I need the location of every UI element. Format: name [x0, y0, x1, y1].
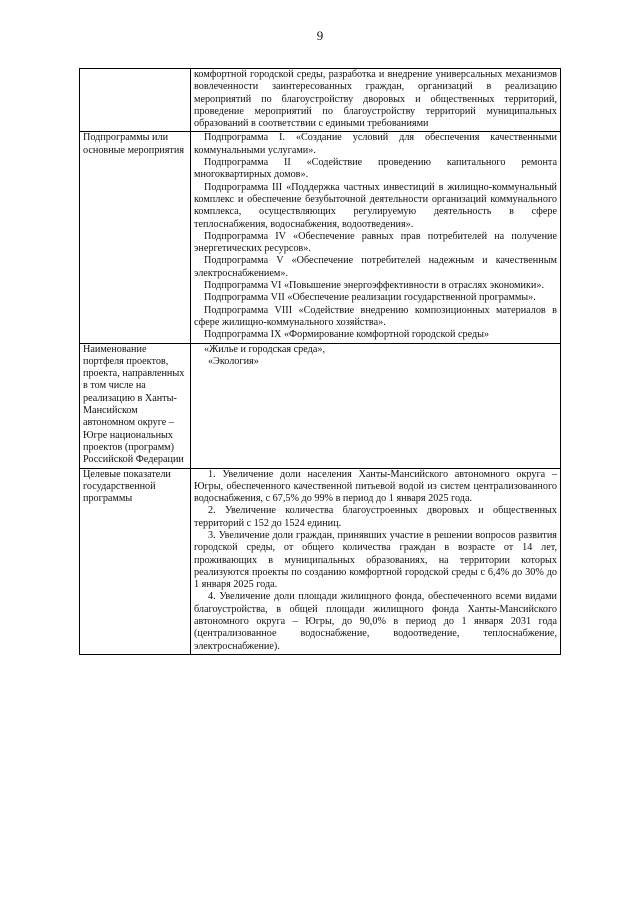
- paragraph: 1. Увеличение доли населения Ханты-Мансийского автономного округа – Югры, обеспеченного качественной питьевой водой из систем централизованного водоснабжения, с 67,5% до 99% в период до 1 января 2025 года.: [194, 468, 557, 505]
- paragraph: 3. Увеличение доли граждан, принявших участие в решении вопросов развития городской среды, от общего количества граждан в возрасте от 14 лет, проживающих в муниципальных образованиях, на территории которых реализуются проекты по созданию комфортной городской среды с 6,4% до 30% до 1 января 2025 года.: [194, 529, 557, 591]
- page-number: 9: [316, 28, 324, 43]
- paragraph: Подпрограмма I. «Создание условий для обеспечения качественными коммунальными услугами».: [194, 132, 557, 156]
- paragraph: Подпрограмма VI «Повышение энергоэффективности в отраслях экономики».: [204, 280, 544, 292]
- paragraph: Подпрограмма IV «Обеспечение равных прав потребителей на получение энергетических ресурсов».: [194, 230, 557, 255]
- paragraph: Подпрограмма VIII «Содействие внедрению композиционных материалов в сфере жилищно-коммунального хозяйства».: [194, 304, 557, 328]
- paragraph: Подпрограмма II «Содействие проведению капитального ремонта многоквартирных домов».: [194, 157, 557, 181]
- row-label: Подпрограммы или основные мероприятия: [80, 132, 191, 343]
- paragraph: 4. Увеличение доли площади жилищного фонда, обеспеченного всеми видами благоустройства, в общей площади жилищного фонда Ханты-Мансийского автономного округа – Югры, до 90,0% в период до 1 января 2031 года (централизованное водоснабжение, водоотведение, теплоснабжение, электроснабжение).: [194, 591, 557, 652]
- program-passport-table: [79, 68, 561, 655]
- paragraph: «Экология»: [208, 355, 259, 367]
- paragraph: Подпрограмма IX «Формирование комфортной городской среды»: [204, 329, 490, 341]
- paragraph: «Жилье и городская среда»,: [204, 343, 325, 355]
- paragraph: Подпрограмма V «Обеспечение потребителей надежным и качественным электроснабжением».: [194, 255, 557, 279]
- paragraph: Подпрограмма VII «Обеспечение реализации государственной программы».: [204, 292, 536, 304]
- row-content: [191, 69, 561, 132]
- row-label: Целевые показатели государственной программы: [80, 468, 191, 654]
- table-row: [80, 132, 561, 343]
- paragraph: комфортной городской среды, разработка и внедрение универсальных механизмов вовлеченности заинтересованных граждан, организаций в реализацию мероприятий по благоустройству дворовых и общественных территорий, проведение мероприятий по благоустройству территорий муниципальных образований в соответствии с едиными требованиями: [194, 69, 557, 130]
- table-row: [80, 468, 561, 654]
- paragraph: Подпрограмма III «Поддержка частных инвестиций в жилищно-коммунальный комплекс и обеспечение безубыточной деятельности организаций коммунального комплекса, осуществляющих регулируемую деятельность в сфере теплоснабжения, водоснабжения, водоотведения».: [194, 181, 557, 230]
- row-content: [191, 132, 561, 343]
- paragraph: 2. Увеличение количества благоустроенных дворовых и общественных территорий с 152 до 1524 единиц.: [194, 505, 557, 529]
- row-label: Наименование портфеля проектов, проекта, направленных в том числе на реализацию в Ханты-Мансийском автономном округе – Югре национальных проектов (программ) Российской Федерации: [80, 343, 191, 468]
- row-content: [191, 343, 561, 468]
- row-label: [80, 69, 191, 132]
- row-content: [191, 468, 561, 654]
- table-row: [80, 69, 561, 132]
- table-row: [80, 343, 561, 468]
